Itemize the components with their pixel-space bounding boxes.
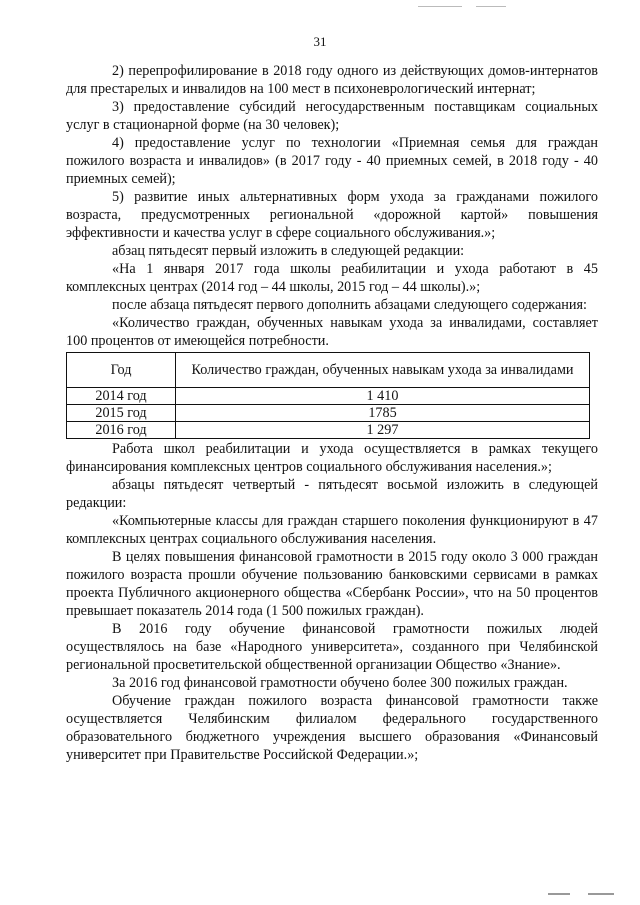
paragraph: В целях повышения финансовой грамотности в 2015 году около 3 000 граждан пожилого возраста прошли обучение пользованию банковскими сервисами в рамках проекта Публичного акционерного общества «Сбербанк России», что на 50 процентов превышает показатель 2014 года (1 500 пожилых граждан). [66, 549, 598, 619]
table-row [67, 388, 590, 405]
scan-mark [588, 893, 614, 895]
paragraph: абзацы пятьдесят четвертый - пятьдесят восьмой изложить в следующей редакции: [66, 477, 598, 511]
table-cell-year: 2016 год [67, 422, 176, 439]
paragraph: В 2016 году обучение финансовой грамотности пожилых людей осуществлялось на базе «Народного университета», созданного при Челябинской региональной просветительской общественной организации Общество «Знание». [66, 621, 598, 673]
paragraph: «Компьютерные классы для граждан старшего поколения функционируют в 47 комплексных центрах социального обслуживания населения. [66, 513, 598, 547]
column-header-count: Количество граждан, обученных навыкам ухода за инвалидами [176, 353, 590, 388]
column-header-year: Год [67, 353, 176, 388]
table-row [67, 422, 590, 439]
scan-mark [476, 6, 506, 7]
paragraph: после абзаца пятьдесят первого дополнить абзацами следующего содержания: [112, 297, 587, 313]
paragraph: За 2016 год финансовой грамотности обучено более 300 пожилых граждан. [112, 675, 568, 691]
paragraph: «Количество граждан, обученных навыкам ухода за инвалидами, составляет 100 процентов от имеющейся потребности. [66, 315, 598, 349]
page-number: 31 [313, 34, 327, 49]
table-cell-count: 1 410 [176, 388, 590, 405]
paragraph: 5) развитие иных альтернативных форм ухода за гражданами пожилого возраста, предусмотренных региональной «дорожной картой» повышения эффективности и качества услуг в сфере социального обслуживания.»; [66, 189, 598, 241]
paragraph: Работа школ реабилитации и ухода осуществляется в рамках текущего финансирования комплексных центров социального обслуживания населения.»; [66, 441, 598, 475]
table-row [67, 405, 590, 422]
paragraph: «На 1 января 2017 года школы реабилитации и ухода работают в 45 комплексных центрах (2014 год – 44 школы, 2015 год – 44 школы).»; [66, 261, 598, 295]
document-body [66, 62, 598, 764]
paragraph: Обучение граждан пожилого возраста финансовой грамотности также осуществляется Челябинским филиалом федерального государственного образовательного бюджетного учреждения высшего образования «Финансовый университет при Правительстве Российской Федерации.»; [66, 693, 598, 763]
paragraph: 3) предоставление субсидий негосударственным поставщикам социальных услуг в стационарной форме (на 30 человек); [66, 99, 598, 133]
table-header-row [67, 353, 590, 388]
table-cell-count: 1 297 [176, 422, 590, 439]
table-cell-count: 1785 [176, 405, 590, 422]
table-cell-year: 2015 год [67, 405, 176, 422]
paragraph: 2) перепрофилирование в 2018 году одного из действующих домов-интернатов для престарелых и инвалидов на 100 мест в психоневрологический интернат; [66, 63, 598, 97]
training-table [66, 352, 590, 439]
table-cell-year: 2014 год [67, 388, 176, 405]
paragraph: 4) предоставление услуг по технологии «Приемная семья для граждан пожилого возраста и инвалидов» (в 2017 году - 40 приемных семей, в 2018 году - 40 приемных семей); [66, 135, 598, 187]
paragraph: абзац пятьдесят первый изложить в следующей редакции: [112, 243, 465, 259]
scan-mark [418, 6, 462, 7]
scan-mark [548, 893, 570, 895]
